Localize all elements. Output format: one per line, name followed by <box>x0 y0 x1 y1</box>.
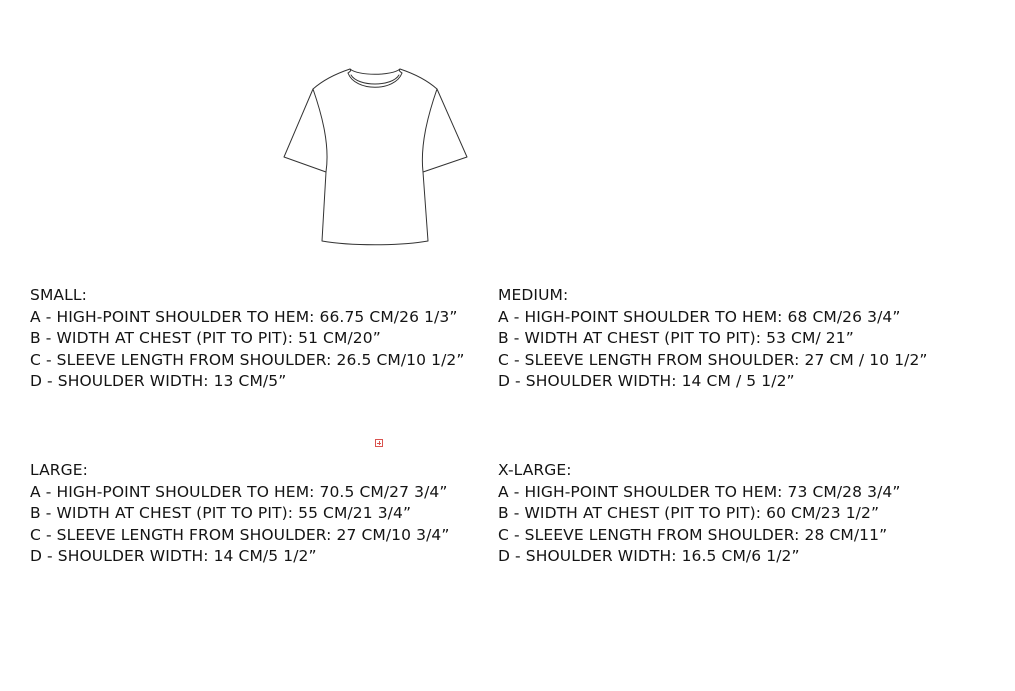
size-heading: SMALL: <box>30 286 87 304</box>
measurement-b: B - WIDTH AT CHEST (PIT TO PIT): 55 CM/21 3/4” <box>30 504 412 523</box>
size-chart-x-large <box>498 460 968 568</box>
measurement-c: C - SLEEVE LENGTH FROM SHOULDER: 27 CM / 10 1/2” <box>498 350 928 369</box>
size-chart-large <box>30 460 500 568</box>
tshirt-icon <box>280 64 472 250</box>
size-heading: X-LARGE: <box>498 461 572 479</box>
measurement-a: A - HIGH-POINT SHOULDER TO HEM: 68 CM/26 3/4” <box>498 307 901 326</box>
measurement-c: C - SLEEVE LENGTH FROM SHOULDER: 28 CM/11” <box>498 525 888 544</box>
size-heading: LARGE: <box>30 461 88 479</box>
measurement-d: D - SHOULDER WIDTH: 14 CM / 5 1/2” <box>498 372 795 391</box>
measurement-d: D - SHOULDER WIDTH: 16.5 CM/6 1/2” <box>498 547 800 566</box>
size-chart-small <box>30 285 500 393</box>
measurement-b: B - WIDTH AT CHEST (PIT TO PIT): 51 CM/20” <box>30 329 381 348</box>
measurement-a: A - HIGH-POINT SHOULDER TO HEM: 66.75 CM/26 1/3” <box>30 307 458 326</box>
size-chart-medium <box>498 285 968 393</box>
measurement-c: C - SLEEVE LENGTH FROM SHOULDER: 26.5 CM/10 1/2” <box>30 350 465 369</box>
measurement-a: A - HIGH-POINT SHOULDER TO HEM: 70.5 CM/27 3/4” <box>30 482 448 501</box>
measurement-d: D - SHOULDER WIDTH: 13 CM/5” <box>30 372 287 391</box>
measurement-b: B - WIDTH AT CHEST (PIT TO PIT): 53 CM/ 21” <box>498 329 854 348</box>
measurement-d: D - SHOULDER WIDTH: 14 CM/5 1/2” <box>30 547 317 566</box>
measurement-b: B - WIDTH AT CHEST (PIT TO PIT): 60 CM/23 1/2” <box>498 504 880 523</box>
measurement-c: C - SLEEVE LENGTH FROM SHOULDER: 27 CM/10 3/4” <box>30 525 450 544</box>
measurement-a: A - HIGH-POINT SHOULDER TO HEM: 73 CM/28 3/4” <box>498 482 901 501</box>
expand-icon[interactable] <box>375 439 383 447</box>
size-heading: MEDIUM: <box>498 286 569 304</box>
